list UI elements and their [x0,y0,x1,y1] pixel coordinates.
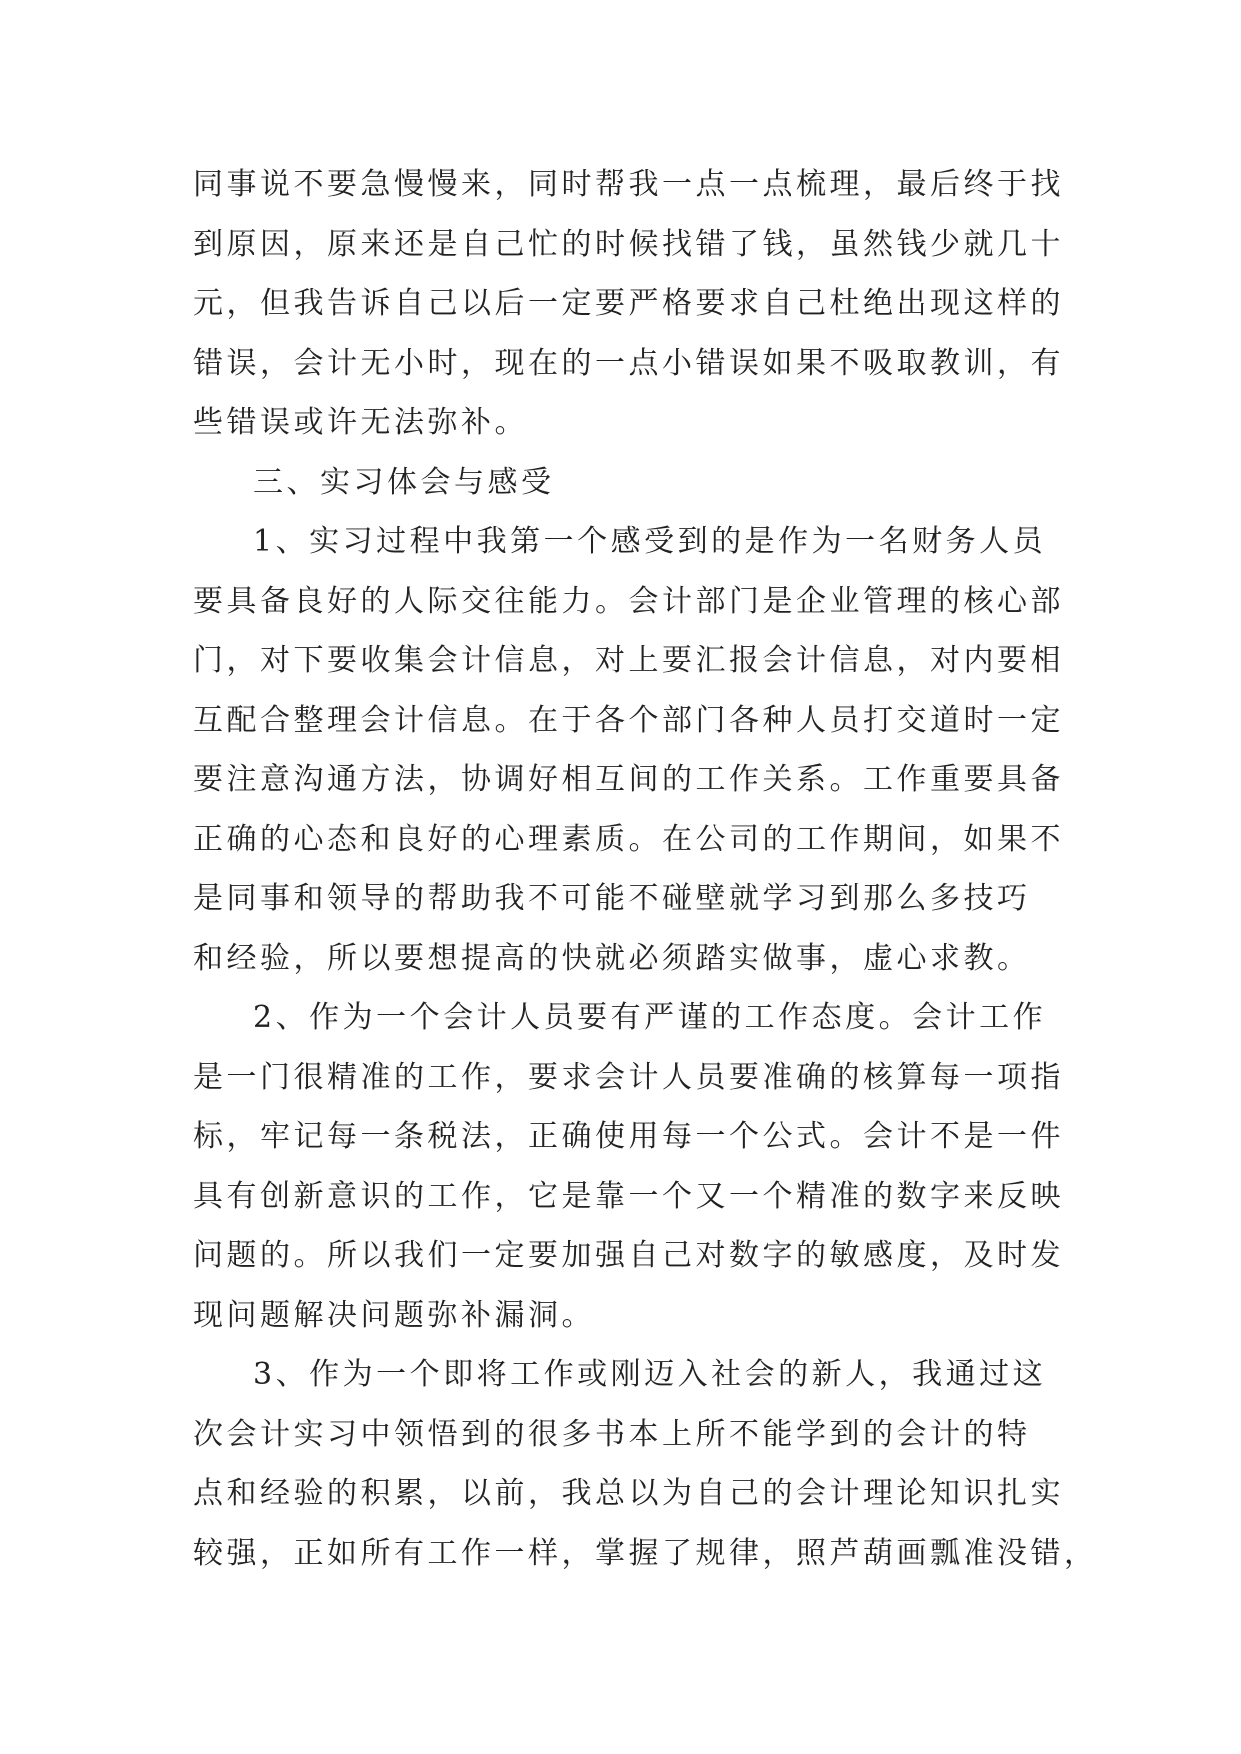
text-line: 错误，会计无小时，现在的一点小错误如果不吸取教训，有 [193,345,1064,381]
text-line: 和经验，所以要想提高的快就必须踏实做事，虚心求教。 [193,940,1031,976]
text-line: 要具备良好的人际交往能力。会计部门是企业管理的核心部 [193,583,1064,619]
section-heading: 三、实习体会与感受 [253,464,555,500]
paragraph-first-line: 1、实习过程中我第一个感受到的是作为一名财务人员 [253,524,1047,559]
text-line: 要注意沟通方法，协调好相互间的工作关系。工作重要具备 [193,762,1064,797]
text-line: 具有创新意识的工作，它是靠一个又一个精准的数字来反映 [193,1178,1064,1214]
text-line: 同事说不要急慢慢来，同时帮我一点一点梳理，最后终于找 [193,167,1064,202]
text-line: 元，但我告诉自己以后一定要严格要求自己杜绝出现这样的 [193,286,1064,321]
text-line: 现问题解决问题弥补漏洞。 [193,1297,595,1333]
text-line: 到原因，原来还是自己忙的时候找错了钱，虽然钱少就几十 [193,226,1064,262]
text-line: 互配合整理会计信息。在于各个部门各种人员打交道时一定 [193,702,1064,738]
text-line: 次会计实习中领悟到的很多书本上所不能学到的会计的特 [193,1416,1031,1452]
text-line: 较强，正如所有工作一样，掌握了规律，照芦葫画瓢准没错， [193,1535,1098,1571]
paragraph-first-line: 2、作为一个会计人员要有严谨的工作态度。会计工作 [253,1000,1047,1035]
text-line: 标，牢记每一条税法，正确使用每一个公式。会计不是一件 [193,1119,1064,1154]
paragraph-first-line: 3、作为一个即将工作或刚迈入社会的新人，我通过这 [253,1357,1047,1392]
text-line: 点和经验的积累，以前，我总以为自己的会计理论知识扎实 [193,1476,1064,1511]
text-line: 是同事和领导的帮助我不可能不碰壁就学习到那么多技巧 [193,881,1031,916]
text-line: 些错误或许无法弥补。 [193,405,528,440]
document-page [193,155,1098,1583]
text-line: 正确的心态和良好的心理素质。在公司的工作期间，如果不 [193,821,1064,857]
text-line: 门，对下要收集会计信息，对上要汇报会计信息，对内要相 [193,643,1064,678]
text-line: 问题的。所以我们一定要加强自己对数字的敏感度，及时发 [193,1238,1064,1273]
text-line: 是一门很精准的工作，要求会计人员要准确的核算每一项指 [193,1059,1064,1095]
